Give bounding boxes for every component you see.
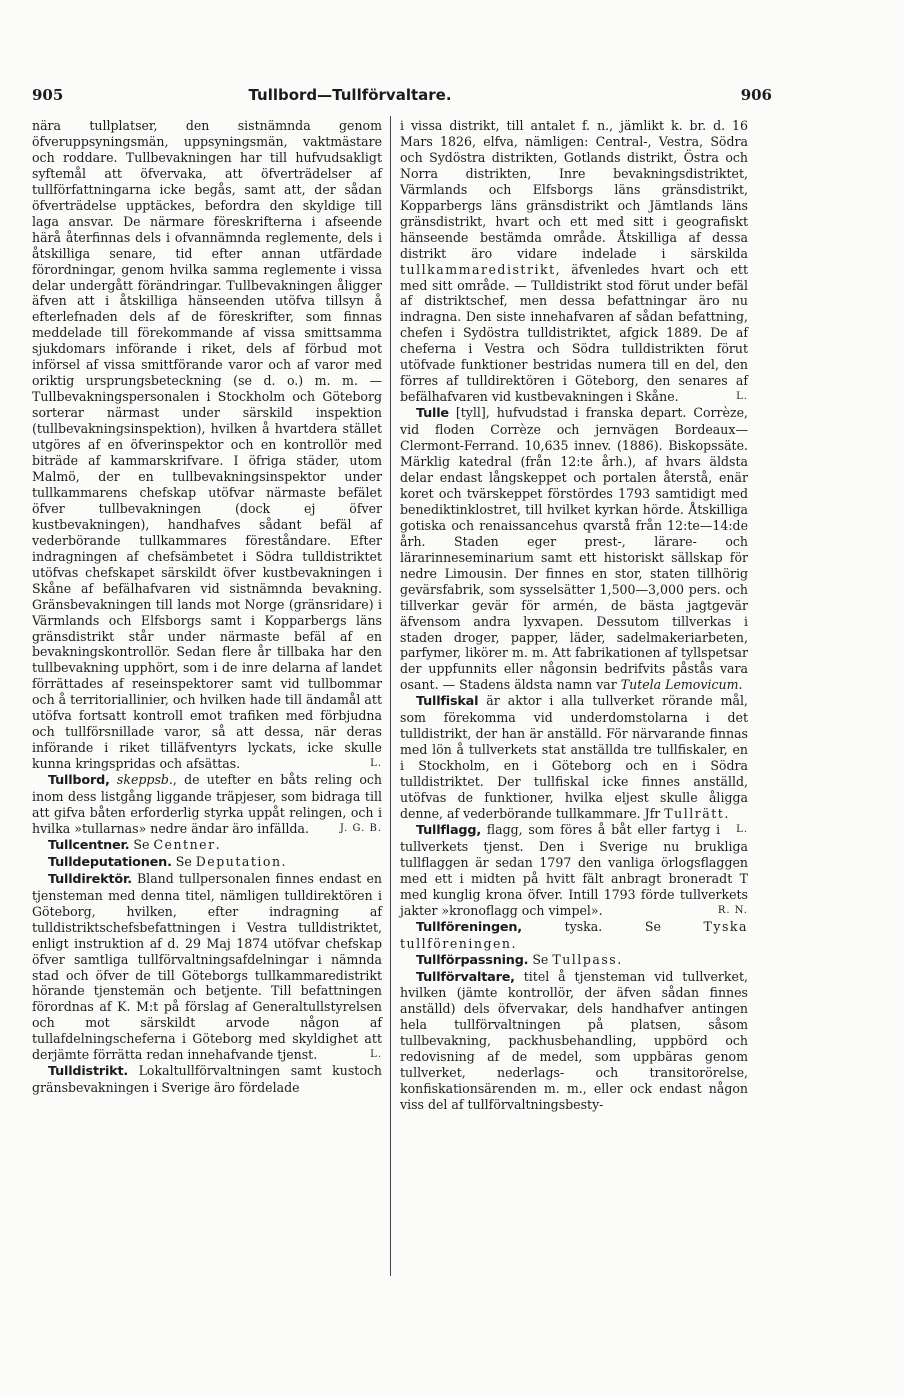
entry-tullforvaltare: Tullförvaltare, titel å tjensteman vid tullverket, hvilken (jämte kontrollör, der äfven sådan finnes anställd) dels öfvervakar, dels handhafver antingen hela tullförvaltningen på platsen, såsom tullbevakning, packhusbehandling, uppbörd och redovisning af de medel, som uppbäras genom tullverket, nederlags- och transitorörelse, konfiskationsärenden m. m., eller ock endast någon viss del af tullförvaltningsbesty-: [400, 968, 748, 1113]
spaced-term: tullkammaredistrikt: [400, 261, 556, 277]
entry-tullcentner: Tullcentner. Se Centner.: [48, 836, 220, 853]
entry-tulldeputationen: Tulldeputationen. Se Deputation.: [48, 853, 286, 870]
signature: L.: [736, 391, 748, 403]
headword: Tulldeputationen.: [48, 854, 172, 870]
entry-tulle: Tulle [tyll], hufvudstad i franska depart. Corrèze, vid floden Corrèze och jernvägen Bordeaux—Clermont-Ferrand. 10,635 innev. (1886). Biskopssäte. Märklig katedral (från 12:te årh.), af hvars äldsta delar endast långskeppet och portalen återstå, enär koret och tvärskeppet förstördes 1793 samtidigt med benediktinklostret, till hvilket kyrkan hörde. Åtskilliga gotiska och renaissancehus qvarstå från 12:te—14:de årh. Staden eger prest-, lärare- och lärarinneseminarium samt ett historiskt sällskap för nedre Limousin. Der finnes en stor, staten tillhörig gevärsfabrik, som sysselsätter 1,500—3,000 pers. och tillverkar gevär för armén, de bästa jagtgevär äfvensom andra lyxvapen. Dessutom tillverkas i staden droger, papper, läder, sadelmakeriarbeten, parfymer, likörer m. m. Att fabrikationen af tyllspetsar der uppfunnits eller någonsin bedrifvits påstås vara osant. — Stadens äldsta namn var Tutela Lemovicum.: [400, 405, 748, 693]
left-column: [32, 118, 382, 1096]
abbreviation: skeppsb.: [116, 772, 173, 788]
headword: Tullförpassning.: [416, 952, 529, 968]
running-title: Tullbord—Tullförvaltare.: [248, 86, 452, 104]
paragraph-tullbevakning: nära tullplatser, den sistnämnda genom öfveruppsyningsmän, uppsyningsmän, vaktmästare och roddare. Tullbevakningen har till hufvudsakligt syftemål att öfvervaka, att öfverträdelser af tullförfattningarna icke begås, samt att, der sådan öfverträdelse upptäckes, befordra den skyldige till laga ansvar. De närmare föreskrifterna i afseende härå återfinnas dels i ofvannämnda reglemente, dels i åtskilliga senare, tid efter annan utfärdade förordningar, genom hvilka samma reglemente i vissa delar undergått förändringar. Tullbevakningen åligger äfven att i åtskilliga hänseenden utöfva tillsyn å efterlefnaden dels af de föreskrifter, som finnas meddelade till förekommande af vissa smittsamma sjukdomars införande i riket, dels af förbud mot införsel af vissa smittförande varor och af varor med oriktig ursprungsbeteckning (se d. o.) m. m. — Tullbevakningspersonalen i Stockholm och Göteborg sorterar närmast under särskild inspektion (tullbevakningsinspektion), hvilken å hvartdera stället utgöres af en öfverinspektor och en kontrollör med biträde af kammarskrifvare. I öfriga städer, utom Malmö, der en tullbevakningsinspektor under tullkammarens chefskap utöfvar närmaste befälet öfver tullbevakningen (dock ej öfver kustbevakningen), handhafves sådant befäl af vederbörande tullkammares föreståndare. Efter indragningen af chefsämbetet i Södra tulldistriktet utöfvas chefskapet särskildt öfver kustbevakningen i Skåne af befälhafvaren vid sistnämnda bevakning. Gränsbevakningen till lands mot Norge (gränsridare) i Värmlands och Elfsborgs samt i Kopparbergs läns gränsdistrikt står under närmaste befäl af en bevakningskontrollör. Sedan flere år tillbaka har den tullbevakning upphört, som i de inre delarna af landet förrättades af reseinspektorer samt vid tullbommar och å territoriallinier, och hvilken hade till ändamål att utöfva fortsatt kontroll emot trafiken med förbjudna och tullförsnillade varor, så att dessa, när deras införande i riket tilläfventyrs lyckats, icke skulle kunna kringspridas och afsättas. L.: [32, 118, 382, 772]
cross-reference: Tullrätt: [664, 805, 725, 821]
headword: Tullcentner.: [48, 837, 130, 853]
signature: R. N.: [717, 904, 748, 916]
page-header: [0, 86, 904, 110]
cross-reference: Tyska tullföreningen: [400, 918, 748, 951]
headword: Tulle: [416, 406, 449, 422]
headword: Tulldistrikt.: [48, 1064, 129, 1080]
entry-tullforeningen: Tullföreningen, tyska. Se Tyska tullföreningen.: [400, 918, 748, 951]
cross-reference: Tullpass: [552, 951, 618, 967]
right-column: [400, 118, 748, 1113]
entry-tulldirektor: Tulldirektör. Bland tullpersonalen finnes endast en tjensteman med denna titel, nämligen tulldirektören i Göteborg, hvilken, efter indragning af tulldistriktschefsbefattningen i Vestra tulldistriktet, enligt instruktion af d. 29 Maj 1874 utöfvar chefskap öfver samtliga tullförvaltningsafdelningar i nämnda stad och öfver de till Göteborgs tullkammaredistrikt hörande tjenstemän och betjente. Till befattningen förordnas af K. M:t på förslag af Generaltullstyrelsen och mot särskildt arvode någon af tullafdelningscheferna i Göteborg med skyldighet att derjämte förrätta redan innehafvande tjenst. L.: [32, 870, 382, 1063]
headword: Tullflagg,: [416, 822, 481, 838]
signature: L.: [370, 758, 382, 770]
signature: J. G. B.: [339, 822, 382, 834]
entry-tulldistrikt: Tulldistrikt. Lokaltullförvaltningen samt kustoch gränsbevakningen i Sverige äro fördelade: [32, 1063, 382, 1096]
headword: Tullföreningen,: [416, 919, 522, 935]
headword: Tulldirektör.: [48, 871, 132, 887]
entry-tullfiskal: Tullfiskal är aktor i alla tullverket rörande mål, som förekomma vid underdomstolarna i det tulldistrikt, der han är anställd. För närvarande finnas med lön å tullverkets stat anställda tre tullfiskaler, en i Stockholm, en i Göteborg och en i Södra tulldistriktet. Der tullfiskal icke finnes anställd, utöfvas de funktioner, hvilka eljest skulle åligga denne, af vederbörande tullkammare. Jfr Tullrätt. L.: [400, 693, 748, 822]
entry-tullflagg: Tullflagg, flagg, som föres å båt eller fartyg i tullverkets tjenst. Den i Sverige nu brukliga tullflaggen är sedan 1797 den vanliga örlogsflaggen med ett i midten på hvitt fält anbragt broneradt T med kunglig krona öfver. Intill 1793 förde tullverkets jakter »kronoflagg och vimpel». R. N.: [400, 821, 748, 918]
headword: Tullfiskal: [416, 694, 479, 710]
paragraph-tulldistrikt-continued: i vissa distrikt, till antalet f. n., jämlikt k. br. d. 16 Mars 1826, elfva, nämligen: Central-, Vestra, Södra och Sydöstra distrikten, Gotlands distrikt, Östra och Norra distrikten, Inre bevakningsdistriktet, Värmlands och Elfsborgs läns gränsdistrikt, Kopparbergs läns gränsdistrikt och Jämtlands läns gränsdistrikt, hvart och ett med sitt i geografiskt hänseende bestämda område. Åtskilliga af dessa distrikt äro vidare indelade i särskilda tullkammaredistrikt, äfvenledes hvart och ett med sitt område. — Tulldistrikt stod förut under befäl af distriktschef, men dessa befattningar äro nu indragna. Den siste innehafvaren af sådan befattning, chefen i Sydöstra tulldistriktet, afgick 1889. De af cheferna i Vestra och Södra tulldistrikten förut utöfvade funktioner bestridas numera till en del, den förres af tulldirektören i Göteborg, den senares af befälhafvaren vid kustbevakningen i Skåne. L.: [400, 118, 748, 405]
signature: L.: [370, 1049, 382, 1061]
entry-tullforpassning: Tullförpassning. Se Tullpass.: [416, 951, 622, 968]
page-number-left: 905: [32, 86, 64, 104]
headword: Tullförvaltare,: [416, 969, 515, 985]
column-divider: [390, 116, 391, 1276]
cross-reference: Deputation: [195, 853, 282, 869]
cross-reference: Centner: [153, 836, 216, 852]
latin-name: Tutela Lemovicum: [620, 677, 739, 693]
page-number-right: 906: [740, 86, 772, 104]
entry-tullbord: Tullbord, skeppsb., de utefter en båts reling och inom dess listgång liggande träpjeser, som bidraga till att gifva båten erforderlig styrka uppåt relingen, och i hvilka »tullarnas» nedre ändar äro infällda. J. G. B.: [32, 772, 382, 836]
signature: L.: [736, 823, 748, 835]
headword: Tullbord,: [48, 773, 110, 789]
